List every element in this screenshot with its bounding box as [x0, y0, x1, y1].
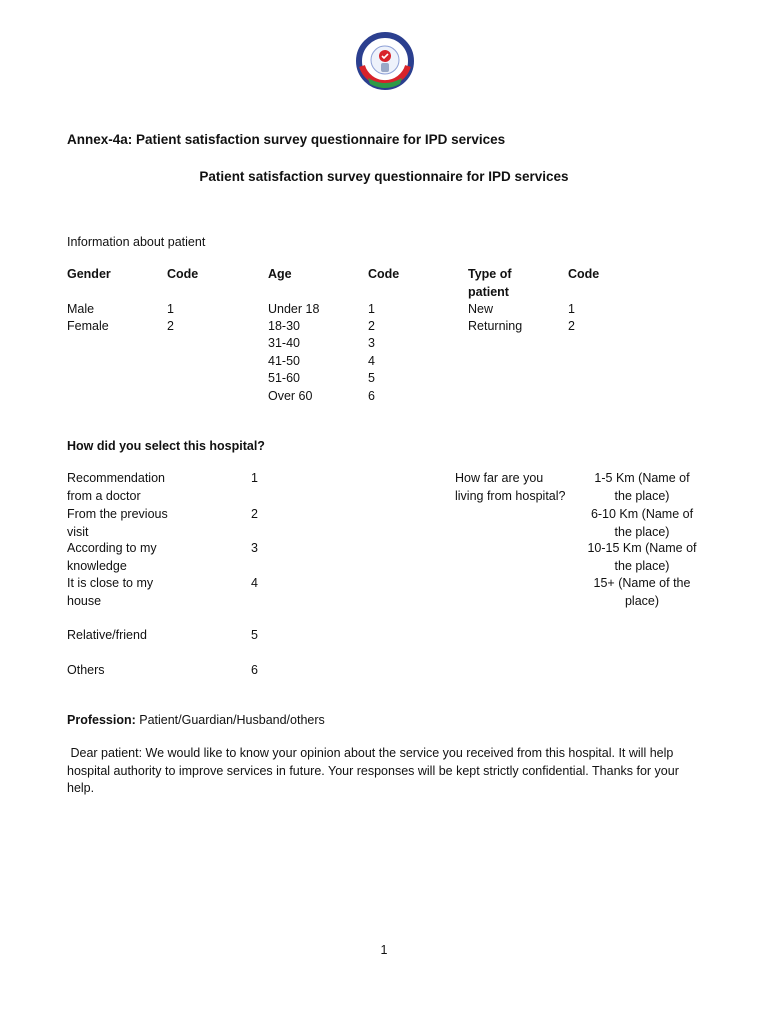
distance-question-line2: living from hospital?: [455, 488, 566, 503]
distance-option: [584, 506, 700, 541]
selection-option-line2: visit: [67, 524, 89, 539]
patient-type-option-code: 2: [568, 319, 575, 333]
annex-title: Annex-4a: Patient satisfaction survey questionnaire for IPD services: [67, 132, 506, 147]
patient-type-option-label: Returning: [468, 319, 523, 333]
selection-option-code: 6: [251, 663, 258, 677]
age-option-code: 1: [368, 302, 375, 316]
distance-option-line2: the place): [614, 488, 670, 503]
selection-option-line2: knowledge: [67, 558, 127, 573]
selection-question: How did you select this hospital?: [67, 439, 265, 453]
age-option-label: 51-60: [268, 371, 300, 385]
patient-message-line: Dear patient: We would like to know your opinion about the service you received from this hospital. It will help: [67, 746, 674, 760]
document-title: Patient satisfaction survey questionnaire for IPD services: [199, 169, 569, 184]
age-option-label: 18-30: [268, 319, 300, 333]
age-option-code: 3: [368, 336, 375, 350]
selection-option: [67, 540, 197, 575]
patient-message: [67, 745, 707, 798]
patient-info-heading: Information about patient: [67, 235, 206, 249]
distance-question: [455, 470, 585, 505]
selection-option: [67, 575, 197, 610]
age-option-label: 31-40: [268, 336, 300, 350]
distance-option: [584, 470, 700, 505]
selection-option-code: 3: [251, 541, 258, 555]
page-number: 1: [380, 943, 388, 957]
selection-option-line1: From the previous: [67, 507, 168, 521]
selection-option-code: 2: [251, 507, 258, 521]
age-option-code: 4: [368, 354, 375, 368]
selection-option: [67, 627, 197, 645]
patient-message-line: hospital authority to improve services in future. Your responses will be kept strictly confidential. Thanks for your: [67, 763, 679, 778]
selection-option-code: 1: [251, 471, 258, 485]
age-header: Age: [268, 267, 292, 281]
distance-option-line1: 1-5 Km (Name of: [594, 471, 690, 485]
profession-value: Patient/Guardian/Husband/others: [135, 713, 325, 727]
selection-option: [67, 506, 197, 541]
patient-message-line: help.: [67, 781, 95, 795]
distance-option-line2: the place): [614, 524, 670, 539]
selection-option-code: 5: [251, 628, 258, 642]
gender-option-label: Male: [67, 302, 95, 316]
selection-option-line1: Relative/friend: [67, 628, 147, 642]
profession-label: Profession:: [67, 713, 136, 727]
age-option-code: 2: [368, 319, 375, 333]
selection-option-line1: It is close to my: [67, 576, 154, 590]
gender-option-code: 1: [167, 302, 174, 316]
selection-option-line1: Others: [67, 663, 105, 677]
age-option-label: 41-50: [268, 354, 300, 368]
selection-option-line1: Recommendation: [67, 471, 165, 485]
selection-option-code: 4: [251, 576, 258, 590]
distance-option-line1: 10-15 Km (Name of: [587, 541, 697, 555]
selection-option-line2: from a doctor: [67, 488, 141, 503]
patient-type-header: Type of: [468, 267, 512, 281]
age-option-code: 5: [368, 371, 375, 385]
age-code-header: Code: [368, 267, 400, 281]
distance-option: [584, 540, 700, 575]
distance-option: [584, 575, 700, 610]
gender-option-label: Female: [67, 319, 109, 333]
age-option-label: Under 18: [268, 302, 320, 316]
patient-type-option-label: New: [468, 302, 494, 316]
distance-option-line1: 15+ (Name of the: [593, 576, 691, 590]
profession-line: [67, 712, 325, 730]
distance-question-line1: How far are you: [455, 471, 544, 485]
age-option-label: Over 60: [268, 389, 313, 403]
gender-code-header: Code: [167, 267, 199, 281]
distance-option-line2: the place): [614, 558, 670, 573]
selection-option: [67, 662, 197, 680]
gender-header: Gender: [67, 267, 111, 281]
selection-option: [67, 470, 197, 505]
patient-type-header-line2: patient: [468, 285, 509, 299]
distance-option-line1: 6-10 Km (Name of: [590, 507, 694, 521]
selection-option-line1: According to my: [67, 541, 157, 555]
patient-type-option-code: 1: [568, 302, 575, 316]
selection-option-line2: house: [67, 593, 102, 608]
quality-improvement-seal-icon: [354, 32, 416, 92]
patient-type-code-header: Code: [568, 267, 600, 281]
gender-option-code: 2: [167, 319, 174, 333]
age-option-code: 6: [368, 389, 375, 403]
distance-option-line2: place): [624, 593, 660, 608]
